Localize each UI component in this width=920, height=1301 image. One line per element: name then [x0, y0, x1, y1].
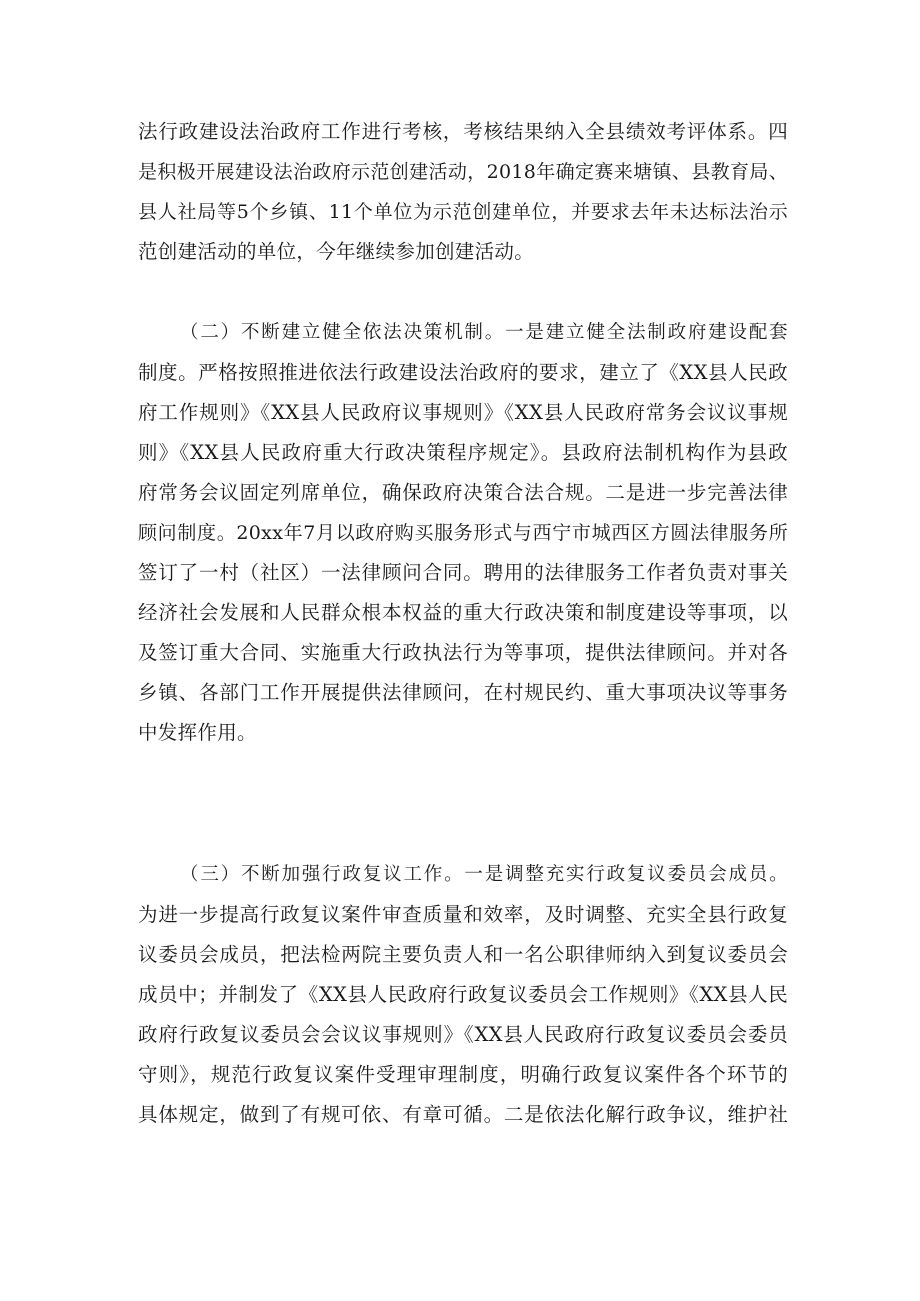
text-line: （三）不断加强行政复议工作。一是调整充实行政复议委员会成员。 [180, 864, 788, 885]
text-line: 县人社局等5个乡镇、11个单位为示范创建单位，并要求去年未达标法治示 [138, 201, 788, 223]
text-line: 经济社会发展和人民群众根本权益的重大行政决策和制度建设等事项，以 [138, 601, 788, 624]
text-line: 为进一步提高行政复议案件审查质量和效率，及时调整、充实全县行政复 [138, 903, 788, 926]
text-line: 守则》，规范行政复议案件受理审理制度，明确行政复议案件各个环节的 [138, 1063, 788, 1086]
text-line: 顾问制度。20xx年7月以政府购买服务形式与西宁市城西区方圆法律服务所 [138, 522, 788, 544]
text-line: 范创建活动的单位，今年继续参加创建活动。 [138, 240, 535, 263]
text-line: 签订了一村（社区）一法律顾问合同。聘用的法律服务工作者负责对事关 [138, 561, 788, 584]
text-line: （二）不断建立健全依法决策机制。一是建立健全法制政府建设配套 [180, 322, 788, 343]
text-line: 中发挥作用。 [138, 721, 257, 744]
text-line: 法行政建设法治政府工作进行考核，考核结果纳入全县绩效考评体系。四 [138, 120, 788, 143]
text-line: 制度。严格按照推进依法行政建设法治政府的要求，建立了《XX县人民政 [138, 361, 788, 384]
text-line: 政府行政复议委员会会议议事规则》《XX县人民政府行政复议委员会委员 [138, 1023, 788, 1046]
text-line: 府工作规则》《XX县人民政府议事规则》《XX县人民政府常务会议议事规 [138, 401, 788, 424]
paragraph-2 [138, 313, 788, 753]
paragraph-1 [138, 112, 788, 272]
text-line: 则》《XX县人民政府重大行政决策程序规定》。县政府法制机构作为县政 [138, 441, 788, 464]
text-line: 具体规定，做到了有规可依、有章可循。二是依法化解行政争议，维护社 [138, 1103, 788, 1126]
text-line: 及签订重大合同、实施重大行政执法行为等事项，提供法律顾问。并对各 [138, 641, 788, 664]
text-line: 府常务会议固定列席单位，确保政府决策合法合规。二是进一步完善法律 [138, 481, 788, 504]
paragraph-3 [138, 855, 788, 1135]
text-line: 乡镇、各部门工作开展提供法律顾问，在村规民约、重大事项决议等事务 [138, 681, 788, 704]
text-line: 成员中；并制发了《XX县人民政府行政复议委员会工作规则》《XX县人民 [138, 983, 788, 1006]
text-line: 是积极开展建设法治政府示范创建活动，2018年确定赛来塘镇、县教育局、 [138, 161, 788, 183]
text-line: 议委员会成员，把法检两院主要负责人和一名公职律师纳入到复议委员会 [138, 943, 788, 966]
